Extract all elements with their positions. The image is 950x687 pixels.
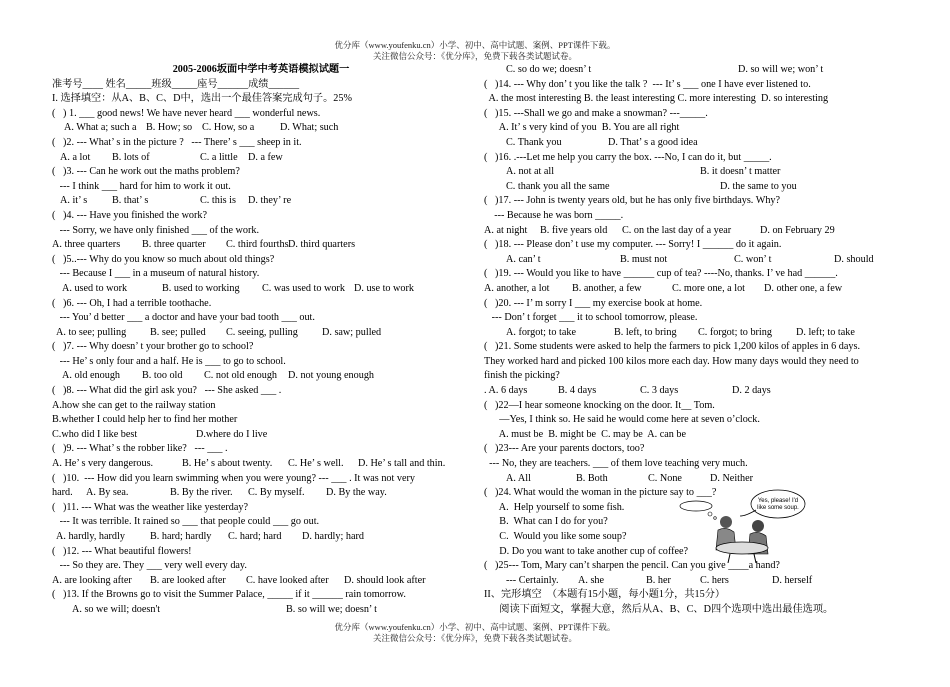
question-line: ( )19. --- Would you like to have ______ cup of tea? ----No, thanks. I’ ve had ______.	[484, 268, 838, 280]
question-line: ( )14. --- Why don’ t you like the talk ? --- It’ s ___ one I have ever listened to.	[484, 78, 811, 90]
option-text: A. forgot; to take	[506, 326, 576, 338]
header-line: 关注微信公众号：《优分库》，免费下载各类试题试卷。	[372, 51, 577, 61]
question-line: ( )8. --- What did the girl ask you? --- She asked ___ .	[52, 385, 282, 397]
option-text: B. By the river.	[170, 487, 233, 499]
question-line: --- Because I ___ in a museum of natural history.	[52, 268, 260, 280]
option-text: A. What a; such a	[64, 122, 137, 134]
question-line: ( )10. --- How did you learn swimming when you were young? --- ___ . It was not very	[52, 472, 415, 484]
option-text: B. her	[646, 574, 671, 586]
option-text: B. Both	[576, 472, 608, 484]
option-text: D. hardly; hard	[302, 531, 364, 542]
question-line: 准考号____ 姓名_____班级_____座号______成绩______	[52, 78, 300, 90]
option-text: D. not young enough	[288, 370, 375, 382]
option-text: A. old enough	[62, 370, 121, 382]
option-text: A. He’ s very dangerous.	[52, 458, 154, 470]
option-text: C. seeing, pulling	[226, 326, 298, 338]
question-line: C. Would you like some soup?	[484, 531, 627, 542]
question-line: ( )24. What would the woman in the picture say to ___?	[484, 487, 717, 499]
option-text: B. 4 days	[558, 385, 597, 397]
question-line: I. 选择填空：从A、B、C、D中，选出一个最佳答案完成句子。25%	[52, 93, 352, 105]
option-text: D. use to work	[354, 282, 414, 294]
question-line: --- I think ___ hard for him to work it out.	[52, 180, 231, 192]
question-line: ( )7. --- Why doesn’ t your brother go to school?	[52, 341, 254, 353]
option-text: A. to see; pulling	[56, 326, 127, 338]
option-text: A. are looking after	[52, 574, 132, 586]
option-text: B. it doesn’ t matter	[700, 166, 781, 178]
question-line	[484, 63, 904, 78]
question-line	[52, 428, 470, 443]
option-text: D. Neither	[710, 472, 753, 484]
question-line: --- It was terrible. It rained so ___ that people could ___ go out.	[52, 516, 320, 528]
option-text: D. other one, a few	[764, 282, 843, 294]
question-line: --- Don’ t forget ___ it to school tomorrow, please.	[484, 312, 698, 324]
question-line: A. Help yourself to some fish.	[484, 501, 625, 513]
option-text: --- Certainly.	[506, 574, 559, 586]
option-text: D. herself	[772, 574, 813, 586]
option-text: D. left; to take	[796, 326, 855, 338]
option-text: C. 3 days	[640, 385, 679, 397]
option-text: hard.	[52, 487, 73, 499]
question-line	[52, 194, 470, 209]
option-text: B. lots of	[112, 151, 150, 163]
question-line: ( ) 1. ___ good news! We have never heard ___ wonderful news.	[52, 107, 321, 119]
option-text: D. What; such	[280, 122, 339, 134]
option-text: A. can’ t	[506, 253, 541, 265]
option-text: A. it’ s	[60, 195, 88, 207]
question-line: ( )17. --- John is twenty years old, but he has only five birthdays. Why?	[484, 195, 781, 207]
option-text: B. must not	[620, 253, 668, 265]
question-line	[52, 603, 470, 618]
question-line	[484, 165, 904, 180]
bubble-line: like some soup.	[757, 505, 799, 511]
option-text: C. on the last day of a year	[622, 224, 732, 236]
dining-table	[716, 542, 768, 563]
question-line	[484, 282, 904, 297]
option-text: A. so we will; doesn't	[72, 603, 161, 615]
dinner-illustration	[676, 488, 806, 563]
option-text: C. third fourths	[226, 239, 289, 251]
question-line: They worked hard and picked 100 kilos more each day. How many days would they need to	[484, 355, 859, 367]
left-column	[52, 63, 470, 618]
question-line: D. Do you want to take another cup of coffee?	[484, 545, 689, 557]
question-line: ( )4. --- Have you finished the work?	[52, 209, 208, 221]
question-line: ( )13. If the Browns go to visit the Summer Palace, _____ if it ______ rain tomorrow.	[52, 589, 406, 601]
option-text: B. used to working	[162, 282, 240, 294]
option-text: D. should	[834, 253, 874, 265]
question-line: 阅读下面短文，掌握大意，然后从A、B、C、D四个选项中选出最佳选项。	[484, 603, 834, 615]
question-line: ( )2. --- What’ s in the picture ? --- There’ s ___ sheep in it.	[52, 136, 302, 148]
question-line: ( )16. .---Let me help you carry the box. ---No, I can do it, but _____.	[484, 151, 772, 163]
question-line: ( )6. --- Oh, I had a terrible toothache.	[52, 297, 212, 309]
option-text: D. the same to you	[720, 180, 797, 192]
option-text: A. hardly, hardly	[56, 531, 125, 542]
question-line: ( )11. --- What was the weather like yesterday?	[52, 501, 249, 513]
question-line: II、完形填空 （本题有15小题，每小题1分，共15分）	[484, 589, 726, 601]
option-text: B. left, to bring	[614, 326, 677, 338]
question-line: --- Because he was born _____.	[484, 209, 624, 221]
option-text: A. another, a lot	[484, 282, 550, 294]
option-text: C. have looked after	[246, 574, 329, 586]
option-text: C. hard; hard	[228, 531, 282, 542]
option-text: . A. 6 days	[484, 385, 528, 397]
option-text: D. third quarters	[288, 239, 356, 251]
question-line: ( )5..--- Why do you know so much about old things?	[52, 253, 275, 265]
question-line: ( )12. --- What beautiful flowers!	[52, 545, 192, 557]
question-line: —Yes, I think so. He said he would come here at seven o’clock.	[484, 414, 760, 426]
question-line: finish the picking?	[484, 370, 560, 382]
option-text: D. on February 29	[760, 224, 835, 236]
question-line	[52, 457, 470, 472]
option-text: C. He’ s well.	[288, 458, 344, 470]
question-line	[52, 574, 470, 589]
question-line	[484, 326, 904, 341]
option-text: C. so do we; doesn’ t	[506, 64, 592, 75]
question-line: --- You’ d better ___ a doctor and have your bad tooth ___ out.	[52, 312, 315, 324]
option-text: D. saw; pulled	[322, 326, 382, 338]
option-text: D. That’ s a good idea	[608, 136, 698, 148]
question-line	[52, 282, 470, 297]
question-line	[484, 136, 904, 151]
option-text: C. a little	[200, 151, 238, 163]
option-text: D. they’ re	[248, 195, 292, 207]
question-line: --- So they are. They ___ very well every day.	[52, 560, 247, 572]
option-text: C. more one, a lot	[672, 282, 745, 294]
option-text: C. not old enough	[204, 370, 278, 382]
question-line: A. must be B. might be C. may be A. can be	[484, 428, 687, 440]
question-line: ( )23--- Are your parents doctors, too?	[484, 443, 645, 455]
option-text: C. thank you all the same	[506, 180, 610, 192]
question-line: 2005-2006坂面中学中考英语模拟试题一	[172, 64, 350, 75]
question-line: A. It’ s very kind of you B. You are all right	[484, 122, 680, 134]
speech-bubble	[740, 490, 805, 518]
option-text: A. she	[578, 574, 605, 586]
question-line: ( )25--- Tom, Mary can’t sharpen the pencil. Can you give ____a hand?	[484, 560, 780, 572]
option-text: C. Thank you	[506, 136, 562, 148]
option-text: A. three quarters	[52, 239, 121, 251]
thought-bubble	[680, 501, 716, 519]
question-line	[484, 472, 904, 487]
option-text: D. He’ s tall and thin.	[358, 458, 446, 470]
question-line	[484, 574, 904, 589]
header-line: 优分库（www.youfenku.cn）小学、初中、高中试题、案例、PPT课件下载。	[334, 40, 616, 50]
page-footer	[0, 622, 950, 644]
question-line: --- No, they are teachers. ___ of them love teaching very much.	[484, 458, 748, 470]
option-text: C. hers	[700, 574, 729, 586]
footer-line: 优分库（www.youfenku.cn）小学、初中、高中试题、案例、PPT课件下载。	[334, 622, 616, 632]
question-line	[52, 530, 470, 545]
option-text: C. By myself.	[248, 487, 305, 499]
question-line: A.how she can get to the railway station	[52, 399, 216, 411]
question-line	[484, 180, 904, 195]
bubble-line: Yes, please! I'd	[757, 498, 799, 504]
option-text: A. not at all	[506, 166, 555, 178]
question-line	[52, 121, 470, 136]
question-line: ( )20. --- I’ m sorry I ___ my exercise book at home.	[484, 297, 703, 309]
option-text: D. By the way.	[326, 487, 387, 499]
question-line	[484, 224, 904, 239]
option-text: C. was used to work	[262, 282, 345, 294]
question-line: B. What can I do for you?	[484, 516, 608, 528]
question-line: ( )21. Some students were asked to help the farmers to pick 1,200 kilos of apples in 6 days.	[484, 341, 861, 353]
question-line: ( )3. --- Can he work out the maths problem?	[52, 166, 240, 178]
option-text: C. forgot; to bring	[698, 326, 772, 338]
option-text: C. won’ t	[734, 253, 772, 265]
option-text: D. so will we; won’ t	[738, 64, 824, 75]
question-line: ( )22—I hear someone knocking on the door. It__ Tom.	[484, 399, 715, 411]
option-text: A. All	[506, 472, 531, 484]
question-line: ( )9. --- What’ s the robber like? --- ___ .	[52, 443, 228, 455]
option-text: B. hard; hardly	[150, 531, 212, 542]
footer-line: 关注微信公众号：《优分库》，免费下载各类试题试卷。	[372, 633, 577, 643]
question-line	[52, 486, 470, 501]
option-text: B. that’ s	[112, 195, 149, 207]
question-line	[52, 369, 470, 384]
question-line: ( )15. ---Shall we go and make a snowman? ---_____.	[484, 107, 708, 119]
option-text: C. How, so a	[202, 122, 255, 134]
option-text: D. should look after	[344, 574, 426, 586]
option-text: D. 2 days	[732, 385, 771, 397]
option-text: B. five years old	[540, 224, 608, 236]
page-header	[0, 40, 950, 62]
option-text: A. a lot	[60, 151, 91, 163]
question-line	[52, 326, 470, 341]
question-line: B.whether I could help her to find her mother	[52, 414, 238, 426]
option-text: B. another, a few	[572, 282, 642, 294]
option-text: C.who did I like best	[52, 428, 138, 440]
option-text: B. are looked after	[150, 574, 226, 586]
option-text: A. at night	[484, 224, 528, 236]
question-line	[484, 384, 904, 399]
option-text: D.where do I live	[196, 428, 268, 440]
option-text: B. see; pulled	[150, 326, 206, 338]
question-line: --- He’ s only four and a half. He is ___ to go to school.	[52, 355, 286, 367]
option-text: A. By sea.	[86, 487, 129, 499]
option-text: C. this is	[200, 195, 236, 207]
question-line: ( )18. --- Please don’ t use my computer. --- Sorry! I ______ do it again.	[484, 239, 782, 251]
option-text: B. He’ s about twenty.	[182, 458, 273, 470]
question-line	[52, 238, 470, 253]
question-line: --- Sorry, we have only finished ___ of the work.	[52, 224, 260, 236]
question-line: A. the most interesting B. the least interesting C. more interesting D. so interesting	[484, 93, 829, 105]
option-text: A. used to work	[62, 282, 128, 294]
option-text: C. None	[648, 472, 682, 484]
option-text: B. so will we; doesn’ t	[286, 603, 377, 615]
option-text: B. three quarter	[142, 239, 206, 251]
option-text: B. How; so	[146, 122, 193, 134]
question-line	[52, 151, 470, 166]
option-text: B. too old	[142, 370, 183, 382]
question-line	[484, 253, 904, 268]
option-text: D. a few	[248, 151, 283, 163]
